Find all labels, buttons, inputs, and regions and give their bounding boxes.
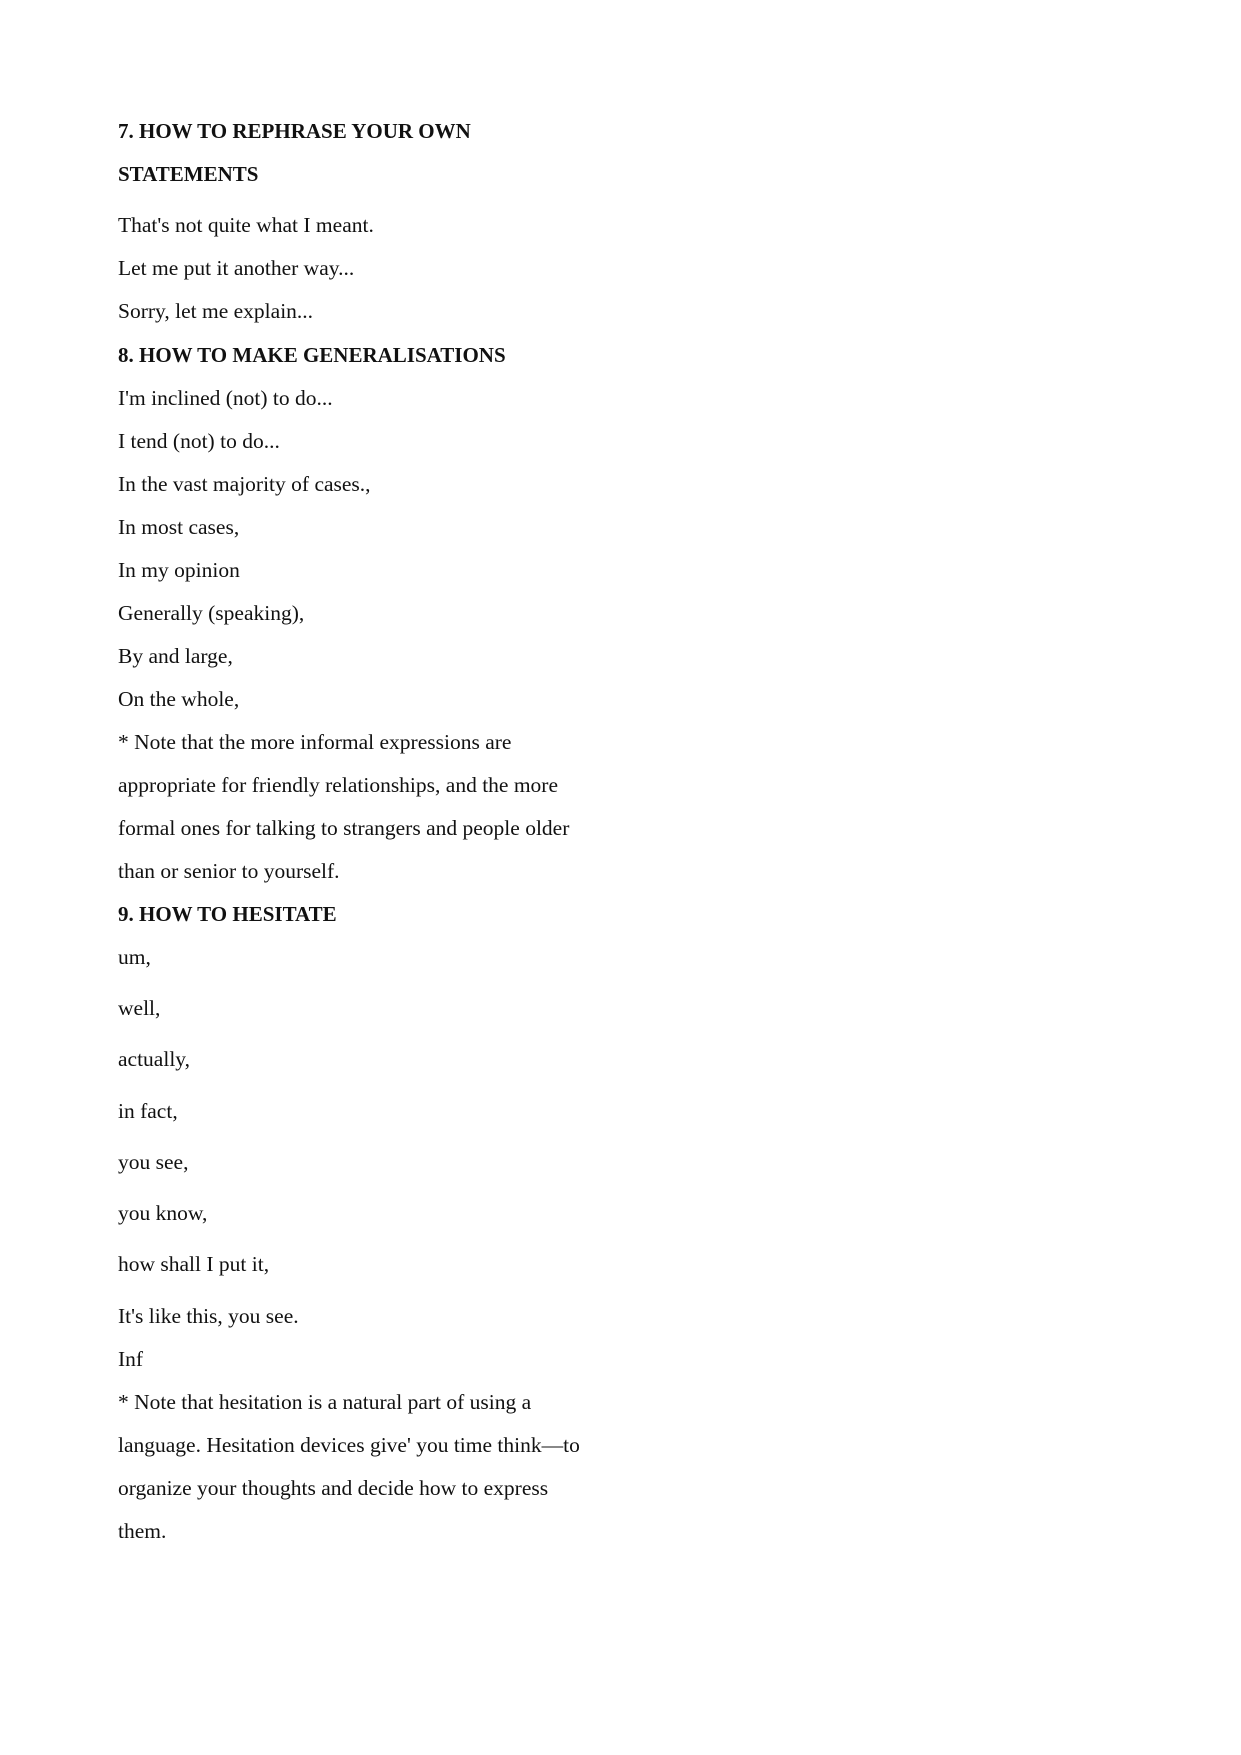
phrase-line: In my opinion <box>118 558 240 582</box>
section-8-heading: 8. HOW TO MAKE GENERALISATIONS <box>118 343 506 367</box>
phrase-line: you know, <box>118 1201 208 1225</box>
phrase-line: That's not quite what I meant. <box>118 213 374 237</box>
note-line: * Note that the more informal expressions are <box>118 730 512 754</box>
note-line: than or senior to yourself. <box>118 859 340 883</box>
note-line: formal ones for talking to strangers and people older <box>118 816 570 840</box>
note-line: appropriate for friendly relationships, and the more <box>118 773 559 797</box>
phrase-line: Sorry, let me explain... <box>118 299 314 323</box>
phrase-line: how shall I put it, <box>118 1252 270 1276</box>
phrase-line: Let me put it another way... <box>118 256 355 280</box>
phrase-line: In most cases, <box>118 515 240 539</box>
note-line: * Note that hesitation is a natural part of using a <box>118 1390 532 1414</box>
section-7-heading-line-2: STATEMENTS <box>118 162 259 186</box>
note-line: language. Hesitation devices give' you time think—to <box>118 1433 580 1457</box>
phrase-line: On the whole, <box>118 687 240 711</box>
phrase-line: I'm inclined (not) to do... <box>118 386 333 410</box>
section-7-heading-line-1: 7. HOW TO REPHRASE YOUR OWN <box>118 119 471 143</box>
phrase-line: Generally (speaking), <box>118 601 305 625</box>
phrase-line: It's like this, you see. <box>118 1304 299 1328</box>
section-9-heading: 9. HOW TO HESITATE <box>118 902 337 926</box>
phrase-line: in fact, <box>118 1099 178 1123</box>
phrase-line: By and large, <box>118 644 233 668</box>
note-line: them. <box>118 1519 167 1543</box>
phrase-line: In the vast majority of cases., <box>118 472 371 496</box>
phrase-line: actually, <box>118 1047 191 1071</box>
phrase-line: you see, <box>118 1150 189 1174</box>
phrase-line: well, <box>118 996 161 1020</box>
note-line: organize your thoughts and decide how to express <box>118 1476 549 1500</box>
phrase-line: Inf <box>118 1347 144 1371</box>
phrase-line: um, <box>118 945 151 969</box>
phrase-line: I tend (not) to do... <box>118 429 280 453</box>
